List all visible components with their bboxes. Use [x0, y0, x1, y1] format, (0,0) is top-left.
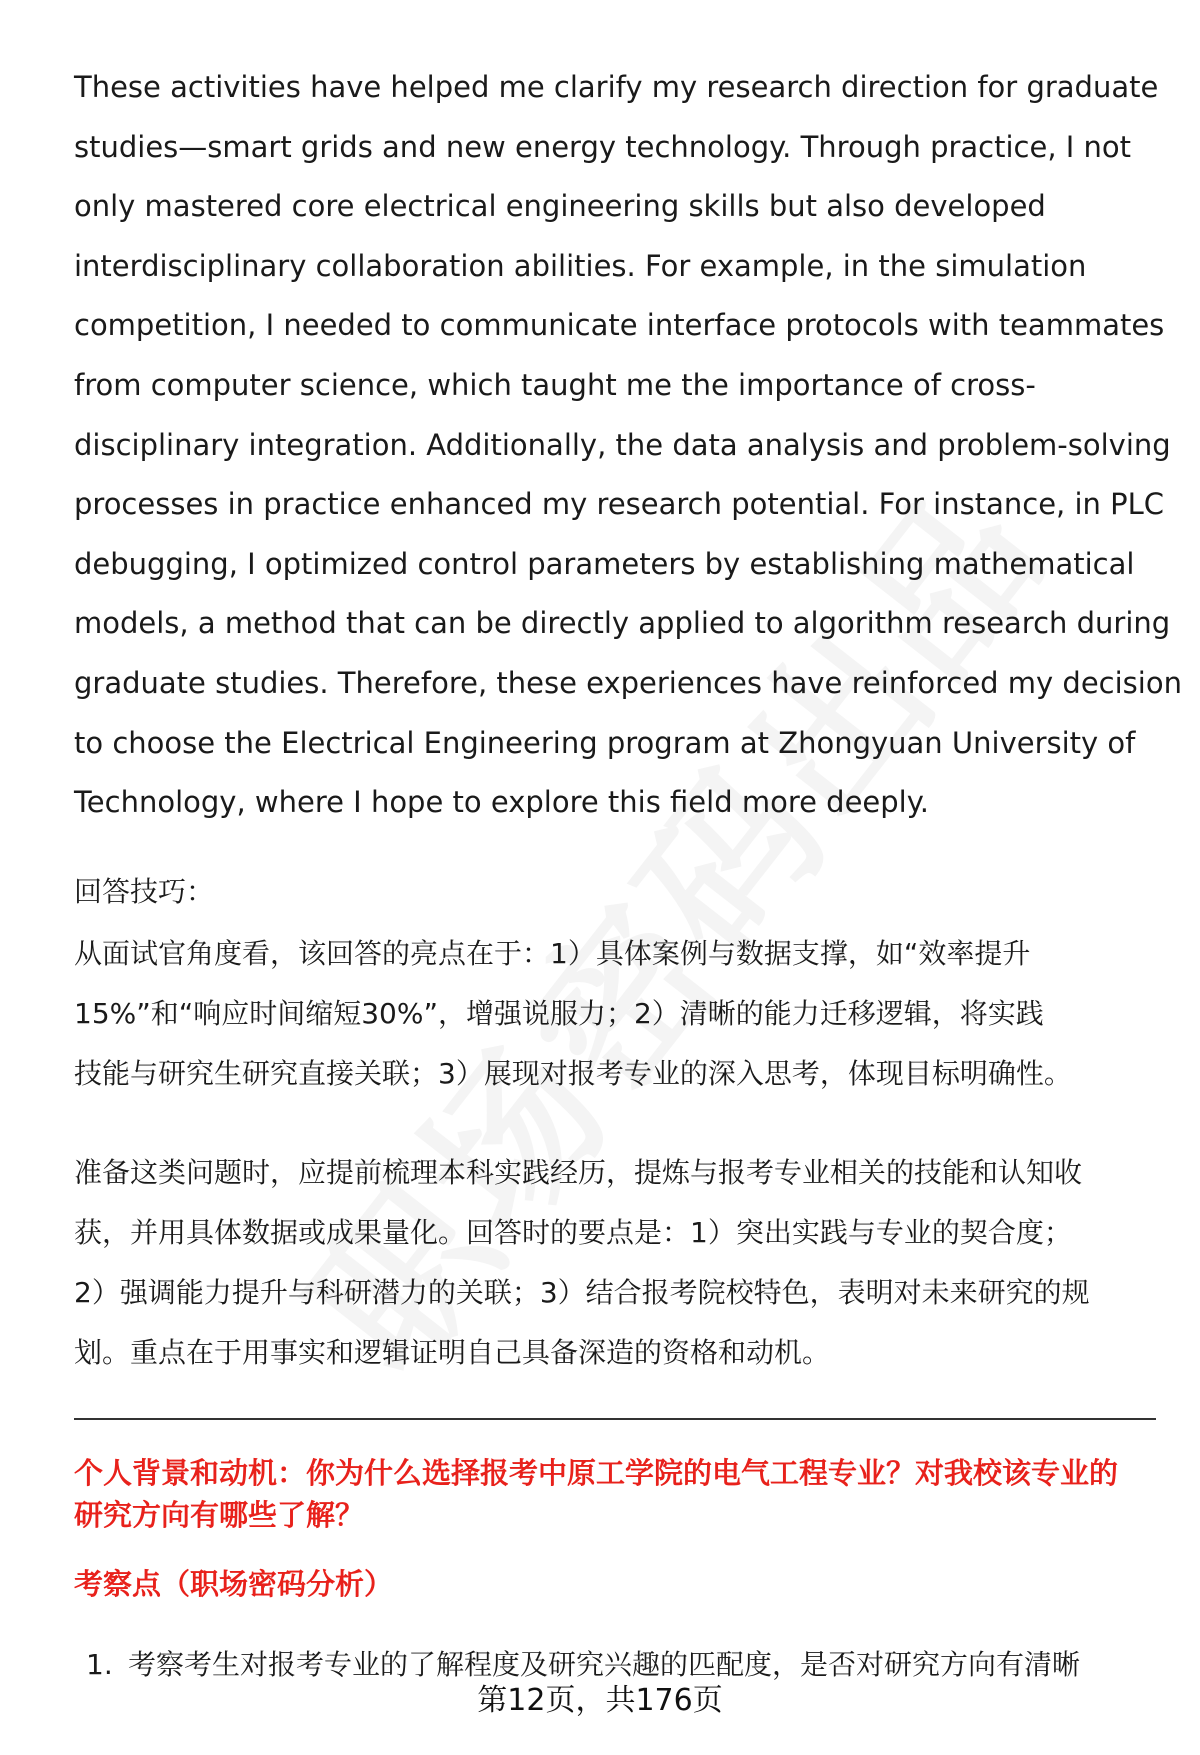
- tips-paragraph-2: [74, 1143, 1164, 1383]
- answer-line: models, a method that can be directly applied to algorithm research during: [74, 606, 1171, 641]
- question-line: 研究方向有哪些了解？: [74, 1498, 365, 1532]
- answer-line: from computer science, which taught me the importance of cross-: [74, 367, 1036, 402]
- tips-line: 准备这类问题时，应提前梳理本科实践经历，提炼与报考专业相关的技能和认知收: [74, 1156, 1083, 1189]
- list-item: [86, 1645, 1080, 1685]
- answer-line: disciplinary integration. Additionally, the data analysis and problem-solving: [74, 427, 1171, 462]
- answer-line: These activities have helped me clarify my research direction for graduate: [74, 70, 1159, 104]
- answer-line: debugging, I optimized control parameters by establishing mathematical: [74, 546, 1135, 581]
- page-number: 第12页，共176页: [477, 1683, 723, 1718]
- question-heading: [74, 1452, 1164, 1536]
- answer-line: processes in practice enhanced my research potential. For instance, in PLC: [74, 487, 1165, 522]
- tips-line: 15%”和“响应时间缩短30%”，增强说服力；2）清晰的能力迁移逻辑，将实践: [74, 997, 1044, 1030]
- section-divider: [74, 1418, 1156, 1420]
- tips-line: 从面试官角度看，该回答的亮点在于：1）具体案例与数据支撑，如“效率提升: [74, 937, 1031, 970]
- tips-line: 获，并用具体数据或成果量化。回答时的要点是：1）突出实践与专业的契合度；: [74, 1216, 1072, 1249]
- answer-line: studies—smart grids and new energy technology. Through practice, I not: [74, 129, 1132, 164]
- tips-line: 技能与研究生研究直接关联；3）展现对报考专业的深入思考，体现目标明确性。: [74, 1057, 1072, 1090]
- tips-heading: 回答技巧：: [74, 875, 215, 908]
- answer-line: Technology, where I hope to explore this field more deeply.: [74, 785, 929, 820]
- question-line: 个人背景和动机：你为什么选择报考中原工学院的电气工程专业？对我校该专业的: [74, 1456, 1119, 1490]
- list-item-text: 考察考生对报考专业的了解程度及研究兴趣的匹配度，是否对研究方向有清晰: [128, 1648, 1081, 1681]
- answer-line: interdisciplinary collaboration abilities. For example, in the simulation: [74, 248, 1087, 283]
- tips-line: 2）强调能力提升与科研潜力的关联；3）结合报考院校特色，表明对未来研究的规: [74, 1276, 1090, 1309]
- answer-line: only mastered core electrical engineering skills but also developed: [74, 189, 1046, 224]
- answer-line: to choose the Electrical Engineering program at Zhongyuan University of: [74, 725, 1136, 760]
- tips-paragraph-1: [74, 924, 1164, 1104]
- tips-line: 划。重点在于用事实和逻辑证明自己具备深造的资格和动机。: [74, 1336, 831, 1369]
- answer-line: graduate studies. Therefore, these experiences have reinforced my decision: [74, 665, 1182, 700]
- list-item-number: 1.: [86, 1648, 113, 1681]
- answer-line: competition, I needed to communicate interface protocols with teammates: [74, 308, 1165, 343]
- answer-paragraph-en: [74, 58, 1182, 833]
- section-title: 考察点（职场密码分析）: [74, 1567, 394, 1601]
